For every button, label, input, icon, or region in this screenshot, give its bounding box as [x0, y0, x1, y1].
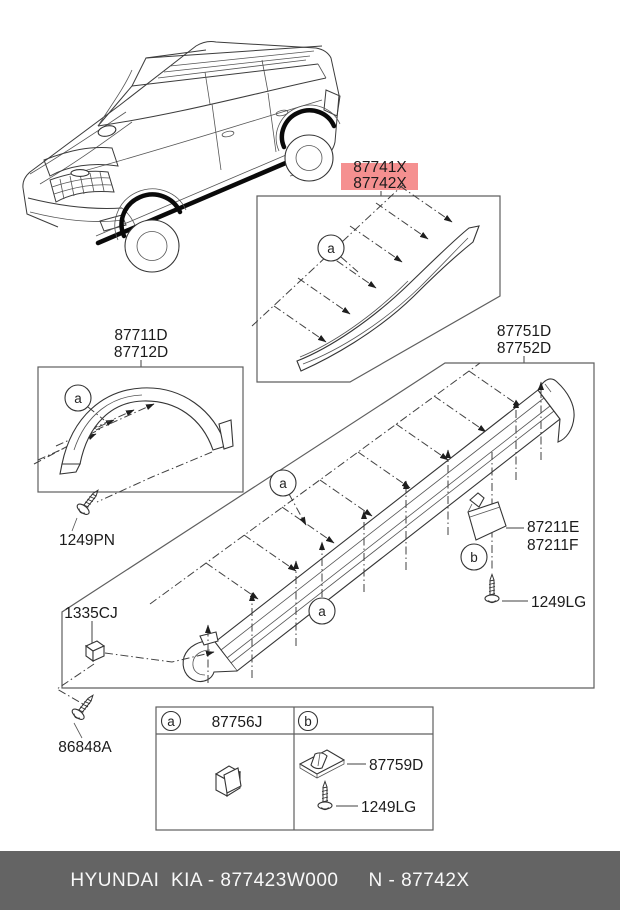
- part-label-1335cj[interactable]: 1335CJ: [64, 605, 118, 622]
- part-label-1249lg[interactable]: 1249LG: [531, 594, 587, 611]
- footer-part-code: HYUNDAI KIA - 877423W000: [70, 869, 339, 891]
- part-label-86848a[interactable]: 86848A: [58, 739, 112, 756]
- car-side-sill-accent: [98, 162, 288, 243]
- part-label-87211e[interactable]: 87211E: [527, 519, 580, 536]
- part-label-87759d[interactable]: 87759D: [369, 757, 424, 774]
- screw-86848a-icon: [70, 691, 98, 722]
- callout-a-sill-lower-letter: a: [318, 604, 326, 619]
- screw-1249lg-icon: [485, 575, 499, 603]
- side-sill-molding-box: [57, 323, 594, 707]
- rear-wheel: [276, 105, 340, 181]
- part-label-87742x[interactable]: 87742X: [353, 175, 407, 192]
- part-label-1249pn[interactable]: 1249PN: [58, 532, 116, 549]
- screw-86848a-group: [58, 691, 112, 756]
- footer-part-number: N - 87742X: [368, 869, 470, 891]
- part-label-87751d[interactable]: 87751D: [496, 323, 552, 340]
- callout-a-sill-upper-letter: a: [279, 476, 287, 491]
- screw-1249pn-icon: [75, 486, 103, 517]
- part-label-87211f[interactable]: 87211F: [527, 537, 579, 554]
- callout-a-front-letter: a: [74, 391, 82, 406]
- table-callout-b-letter: b: [304, 714, 312, 729]
- grille: [50, 170, 114, 202]
- part-label-87712d[interactable]: 87712D: [113, 344, 169, 361]
- rear-quarter-molding-box: [252, 184, 500, 382]
- bracket-87211e-part: [468, 502, 506, 540]
- part-label-87711d[interactable]: 87711D: [114, 327, 168, 344]
- footer-bar: [0, 851, 620, 910]
- clip-87756j-icon: [216, 766, 241, 796]
- part-label-1249lg-table[interactable]: 1249LG: [361, 799, 417, 816]
- front-fender-molding-box: [34, 327, 243, 549]
- taillight: [324, 90, 340, 116]
- part-label-87756j[interactable]: 87756J: [211, 714, 263, 731]
- vehicle-illustration: [23, 42, 340, 273]
- callout-a-rear-letter: a: [327, 241, 335, 256]
- parts-table: [156, 707, 433, 830]
- part-label-87752d[interactable]: 87752D: [496, 340, 552, 357]
- callout-b-sill-letter: b: [470, 550, 478, 565]
- clip-87759d-icon: [300, 750, 344, 778]
- table-callout-a-letter: a: [167, 714, 175, 729]
- side-sill-molding-part: [183, 379, 574, 682]
- table-screw-1249lg-icon: [318, 782, 332, 810]
- part-label-87741x[interactable]: 87741X: [353, 159, 407, 176]
